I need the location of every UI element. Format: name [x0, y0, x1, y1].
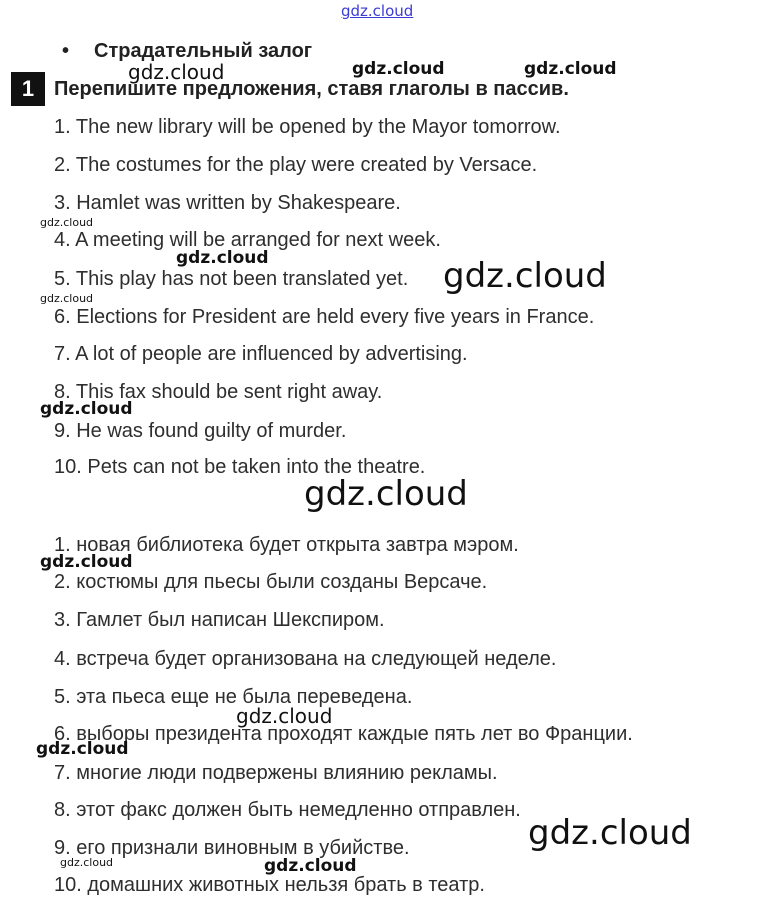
russian-sentence-10: 10. домашних животных нельзя брать в театр.	[54, 874, 485, 896]
watermark: gdz.cloud	[352, 59, 445, 79]
russian-sentence-8: 8. этот факс должен быть немедленно отправлен.	[54, 799, 521, 821]
watermark: gdz.cloud	[40, 552, 133, 572]
russian-sentence-4: 4. встреча будет организована на следующей неделе.	[54, 648, 557, 670]
task-number-badge: 1	[11, 72, 45, 106]
english-sentence-1: 1. The new library will be opened by the Mayor tomorrow.	[54, 116, 561, 138]
watermark: gdz.cloud	[443, 256, 607, 296]
english-sentence-10: 10. Pets can not be taken into the theatre.	[54, 456, 426, 478]
watermark: gdz.cloud	[60, 856, 114, 869]
english-sentence-8: 8. This fax should be sent right away.	[54, 381, 383, 403]
russian-sentence-2: 2. костюмы для пьесы были созданы Версаче.	[54, 571, 488, 593]
task-title: Перепишите предложения, ставя глаголы в пассив.	[54, 78, 569, 100]
russian-sentence-7: 7. многие люди подвержены влиянию рекламы.	[54, 762, 498, 784]
watermark: gdz.cloud	[40, 216, 94, 229]
watermark: gdz.cloud	[236, 704, 333, 728]
russian-sentence-5: 5. эта пьеса еще не была переведена.	[54, 686, 413, 708]
english-sentence-3: 3. Hamlet was written by Shakespeare.	[54, 192, 401, 214]
english-sentence-9: 9. He was found guilty of murder.	[54, 420, 347, 442]
english-sentence-2: 2. The costumes for the play were created by Versace.	[54, 154, 538, 176]
watermark: gdz.cloud	[528, 813, 692, 853]
english-sentence-6: 6. Elections for President are held every five years in France.	[54, 306, 595, 328]
english-sentence-7: 7. A lot of people are influenced by advertising.	[54, 343, 468, 365]
russian-sentence-3: 3. Гамлет был написан Шекспиром.	[54, 609, 385, 631]
watermark: gdz.cloud	[304, 474, 468, 514]
bullet-marker: •	[62, 40, 70, 62]
watermark: gdz.cloud	[128, 60, 225, 84]
watermark-top[interactable]: gdz.cloud	[341, 2, 414, 20]
russian-sentence-9: 9. его признали виновным в убийстве.	[54, 837, 410, 859]
english-sentence-5: 5. This play has not been translated yet.	[54, 268, 409, 290]
english-sentence-4: 4. A meeting will be arranged for next week.	[54, 229, 441, 251]
section-title: Страдательный залог	[94, 40, 313, 62]
watermark: gdz.cloud	[40, 292, 94, 305]
russian-sentence-6: 6. выборы президента проходят каждые пять лет во Франции.	[54, 723, 633, 745]
watermark: gdz.cloud	[264, 856, 357, 876]
russian-sentence-1: 1. новая библиотека будет открыта завтра мэром.	[54, 534, 519, 556]
watermark: gdz.cloud	[176, 248, 269, 268]
watermark: gdz.cloud	[40, 399, 133, 419]
watermark: gdz.cloud	[36, 739, 129, 759]
watermark: gdz.cloud	[524, 59, 617, 79]
